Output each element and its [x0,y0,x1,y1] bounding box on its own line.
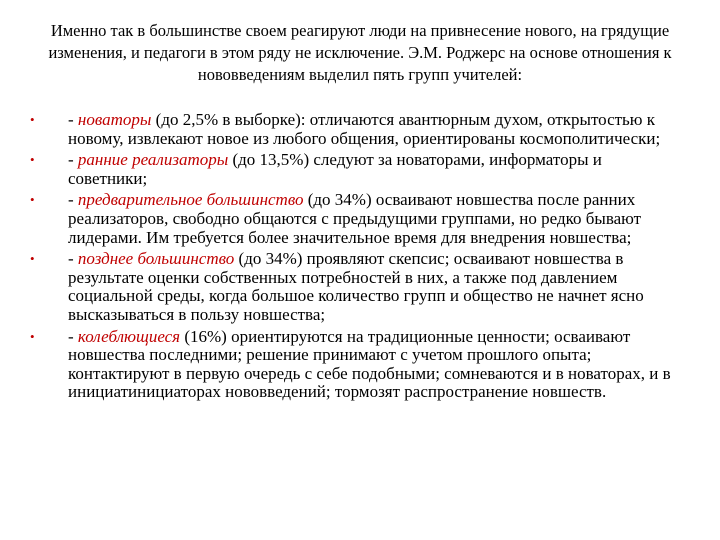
item-prefix: - [68,190,78,210]
intro-paragraph: Именно так в большинстве своем реагируют люди на привнесение нового, на грядущие изменения, и педагоги в этом ряду не исключение. Э.М. Роджерс на основе отношения к нововведениям выделил пять групп учителей: [48,21,672,84]
item-prefix: - [68,249,78,269]
group-term: ранние реализаторы [77,150,229,170]
bullet-dot-icon: • [30,251,35,267]
item-text: (16%) ориентируются на традиционные ценности; осваивают новшества последними; решение принимают с учетом прошлого опыта; контактируют в первую очередь с себе подобными; сомневаются и в новаторах, и в инициатинициаторах нововведений; тормозят распространение новшеств. [68,326,671,402]
item-text: (до 34%) осваивают новшества после ранних реализаторов, свободно общаются с предыдущими группами, но редко бывают лидерами. Им требуется более значительное время для внедрения новшества; [68,190,642,247]
teacher-groups-list [30,111,680,402]
item-text: (до 34%) проявляют скепсис; осваивают новшества в результате оценки собственных потребностей в них, а также под давлением социальной среды, когда большое количество групп и общество не начнет ясно высказываться в пользу новшества; [68,249,644,324]
bullet-dot-icon: • [30,112,35,127]
bullet-dot-icon: • [30,328,35,344]
item-text: (до 13,5%) следуют за новаторами, информаторы и советники; [68,150,602,188]
bullet-dot-icon: • [30,152,35,168]
group-term: предварительное большинство [77,190,304,210]
group-term: позднее большинство [77,249,235,269]
item-prefix: - [68,150,78,170]
list-item [30,250,680,324]
list-item [30,328,680,402]
item-prefix: - [68,326,78,346]
item-prefix: - [68,110,78,129]
list-item [30,111,680,148]
item-text: (до 2,5% в выборке): отличаются авантюрным духом, открытостью к новому, извлекают новое из любого общения, ориентированы космополитически; [68,110,661,148]
group-term: новаторы [77,110,152,129]
list-item [30,191,680,247]
group-term: колеблющиеся [77,326,181,346]
bullet-dot-icon: • [30,192,35,208]
list-item [30,151,680,188]
